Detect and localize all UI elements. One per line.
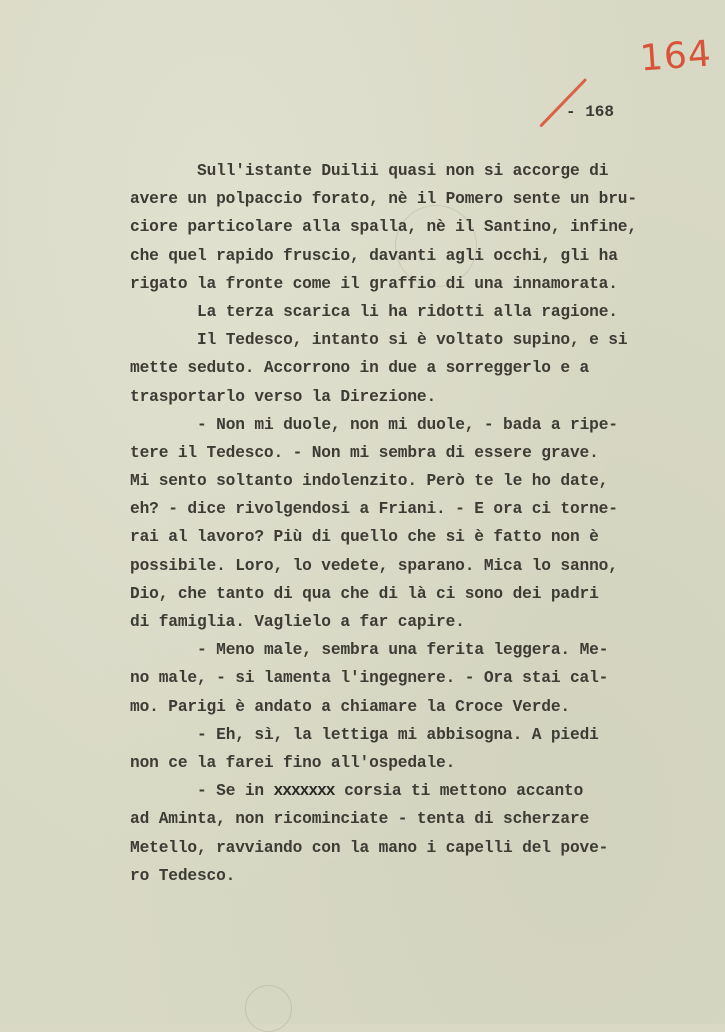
text-line: di famiglia. Vaglielo a far capire.	[130, 613, 465, 631]
text-line: avere un polpaccio forato, nè il Pomero sente un bru-	[130, 190, 637, 209]
text-line: ro Tedesco.	[130, 866, 236, 885]
paragraph	[130, 721, 640, 777]
faint-stamp-mark	[245, 985, 292, 1032]
text-line: - Eh, sì, la lettiga mi abbisogna. A piedi	[197, 725, 599, 744]
text-line	[130, 777, 640, 805]
text-line: ciore particolare alla spalla, nè il Santino, infine,	[130, 218, 637, 237]
text-line: Il Tedesco, intanto si è voltato supino, e si	[197, 331, 628, 350]
text-line: - Non mi duole, non mi duole, - bada a ripe-	[197, 415, 618, 434]
text-line: che quel rapido fruscio, davanti agli occhi, gli ha	[130, 246, 618, 265]
text-line: tere il Tedesco. - Non mi sembra di essere grave.	[130, 443, 599, 462]
handwritten-folio-number: 164	[638, 33, 714, 80]
document-body	[130, 157, 640, 890]
paragraph	[130, 411, 640, 637]
paragraph	[130, 326, 640, 411]
typed-strikeout: xxxxxxx	[273, 782, 335, 801]
text-line: La terza scarica li ha ridotti alla ragione.	[197, 302, 618, 321]
text-line: Metello, ravviando con la mano i capelli del pove-	[130, 838, 609, 857]
paragraph	[130, 636, 640, 721]
text-line: ad Aminta, non ricominciate - tenta di scherzare	[130, 810, 590, 829]
text-line: rai al lavoro? Più di quello che si è fatto non è	[130, 528, 599, 547]
text-line: - Meno male, sembra una ferita leggera. Me-	[197, 641, 609, 660]
text-segment: - Se in	[197, 782, 274, 801]
text-line: non ce la farei fino all'ospedale.	[130, 753, 456, 772]
paragraph	[130, 157, 640, 298]
text-line: possibile. Loro, lo vedete, sparano. Mica lo sanno,	[130, 556, 618, 575]
text-line: Mi sento soltanto indolenzito. Però te le ho date,	[130, 472, 609, 491]
text-line: rigato la fronte come il graffio di una innamorata.	[130, 274, 618, 293]
text-line: Dio, che tanto di qua che di là ci sono dei padri	[130, 584, 599, 603]
text-line: trasportarlo verso la Direzione.	[130, 387, 437, 406]
text-line: Sull'istante Duilii quasi non si accorge di	[197, 162, 609, 180]
typed-page-number: - 168	[566, 103, 615, 121]
paragraph	[130, 298, 640, 326]
text-line: eh? - dice rivolgendosi a Friani. - E ora ci torne-	[130, 500, 618, 519]
paragraph	[130, 777, 640, 890]
text-segment: corsia ti mettono accanto	[334, 782, 584, 801]
text-line: mo. Parigi è andato a chiamare la Croce Verde.	[130, 697, 570, 716]
text-line: no male, - si lamenta l'ingegnere. - Ora stai cal-	[130, 669, 609, 688]
text-line: mette seduto. Accorrono in due a sorreggerlo e a	[130, 359, 590, 378]
